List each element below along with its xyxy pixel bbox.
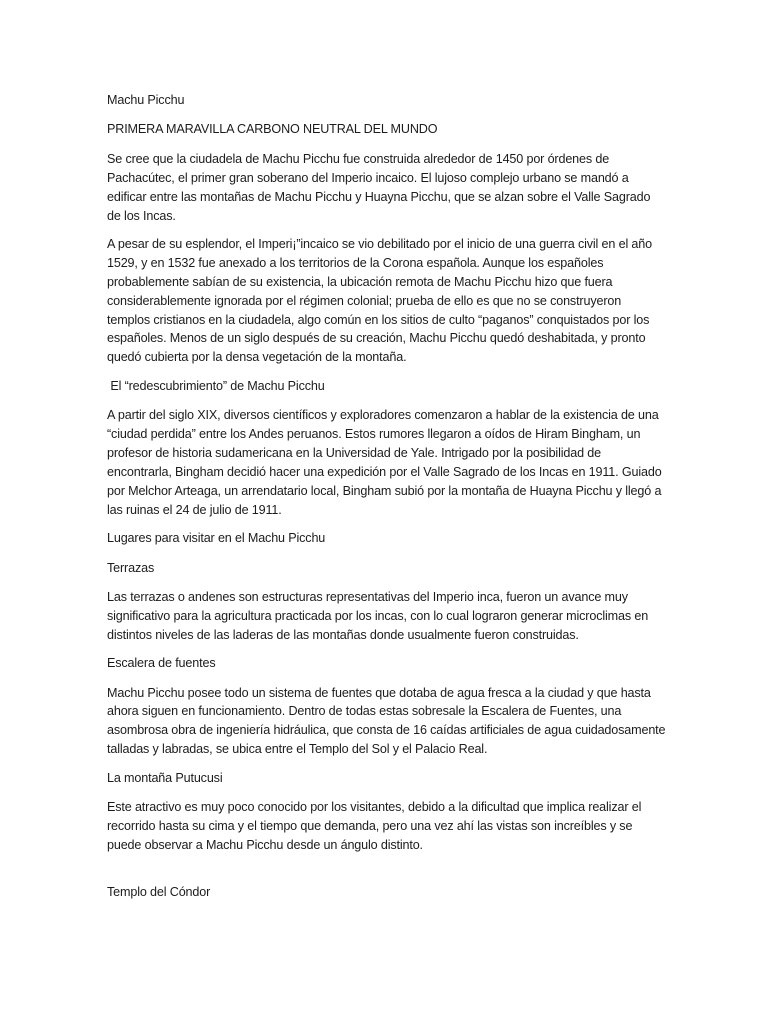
paragraph-fountains: Machu Picchu posee todo un sistema de fuentes que dotaba de agua fresca a la ciudad y que hasta ahora siguen en funcionamiento. Dentro de todas estas sobresale la Escalera de Fuentes, una asombrosa obra de ingeniería hidráulica, que consta de 16 caídas artificiales de agua cuidadosamente talladas y labradas, se ubica entre el Templo del Sol y el Palacio Real. xyxy=(107,685,666,757)
paragraph-decline: A pesar de su esplendor, el Imperi¡”incaico se vio debilitado por el inicio de una guerra civil en el año 1529, y en 1532 fue anexado a los territorios de la Corona española. Aunque los españoles probablemente sabían de su existencia, la ubicación remota de Machu Picchu hizo que fuera considerablemente ignorada por el régimen colonial; prueba de ello es que no se construyeron templos cristianos en la ciudadela, algo común en los sitios de culto “paganos” conquistados por los españoles. Menos de un siglo después de su creación, Machu Picchu quedó deshabitada, y pronto quedó cubierta por la densa vegetación de la montaña. xyxy=(107,236,652,365)
paragraph-terraces: Las terrazas o andenes son estructuras representativas del Imperio inca, fueron un avance muy significativo para la agricultura practicada por los incas, con lo cual lograron generar microclimas en distintos niveles de las laderas de las montañas donde usualmente fueron construidas. xyxy=(107,589,649,642)
paragraph-origins: Se cree que la ciudadela de Machu Picchu fue construida alrededor de 1450 por órdenes de Pachacútec, el primer gran soberano del Imperio incaico. El lujoso complejo urbano se mandó a edificar entre las montañas de Machu Picchu y Huayna Picchu, que se alzan sobre el Valle Sagrado de los Incas. xyxy=(107,151,651,223)
paragraph-rediscovery: A partir del siglo XIX, diversos científicos y exploradores comenzaron a hablar de la existencia de una “ciudad perdida” entre los Andes peruanos. Estos rumores llegaron a oídos de Hiram Bingham, un profesor de historia sudamericana en la Universidad de Yale. Intrigado por la posibilidad de encontrarla, Bingham decidió hacer una expedición por el Valle Sagrado de los Incas en 1911. Guiado por Melchor Arteaga, un arrendatario local, Bingham subió por la montaña de Huayna Picchu y llegó a las ruinas el 24 de julio de 1911. xyxy=(107,408,662,517)
heading-terraces: Terrazas xyxy=(107,560,155,575)
document-subtitle: PRIMERA MARAVILLA CARBONO NEUTRAL DEL MUNDO xyxy=(107,122,438,137)
heading-putucusi: La montaña Putucusi xyxy=(107,770,223,785)
heading-fountains: Escalera de fuentes xyxy=(107,656,216,671)
document-title: Machu Picchu xyxy=(107,93,185,107)
document-body xyxy=(107,91,667,913)
heading-rediscovery: El “redescubrimiento” de Machu Picchu xyxy=(107,378,325,393)
paragraph-putucusi: Este atractivo es muy poco conocido por los visitantes, debido a la dificultad que implica realizar el recorrido hasta su cima y el tiempo que demanda, pero una vez ahí las vistas son increíbles y se puede observar a Machu Picchu desde un ángulo distinto. xyxy=(107,800,642,852)
heading-places: Lugares para visitar en el Machu Picchu xyxy=(107,531,326,546)
heading-condor: Templo del Cóndor xyxy=(107,885,211,900)
blank-line xyxy=(107,864,667,883)
